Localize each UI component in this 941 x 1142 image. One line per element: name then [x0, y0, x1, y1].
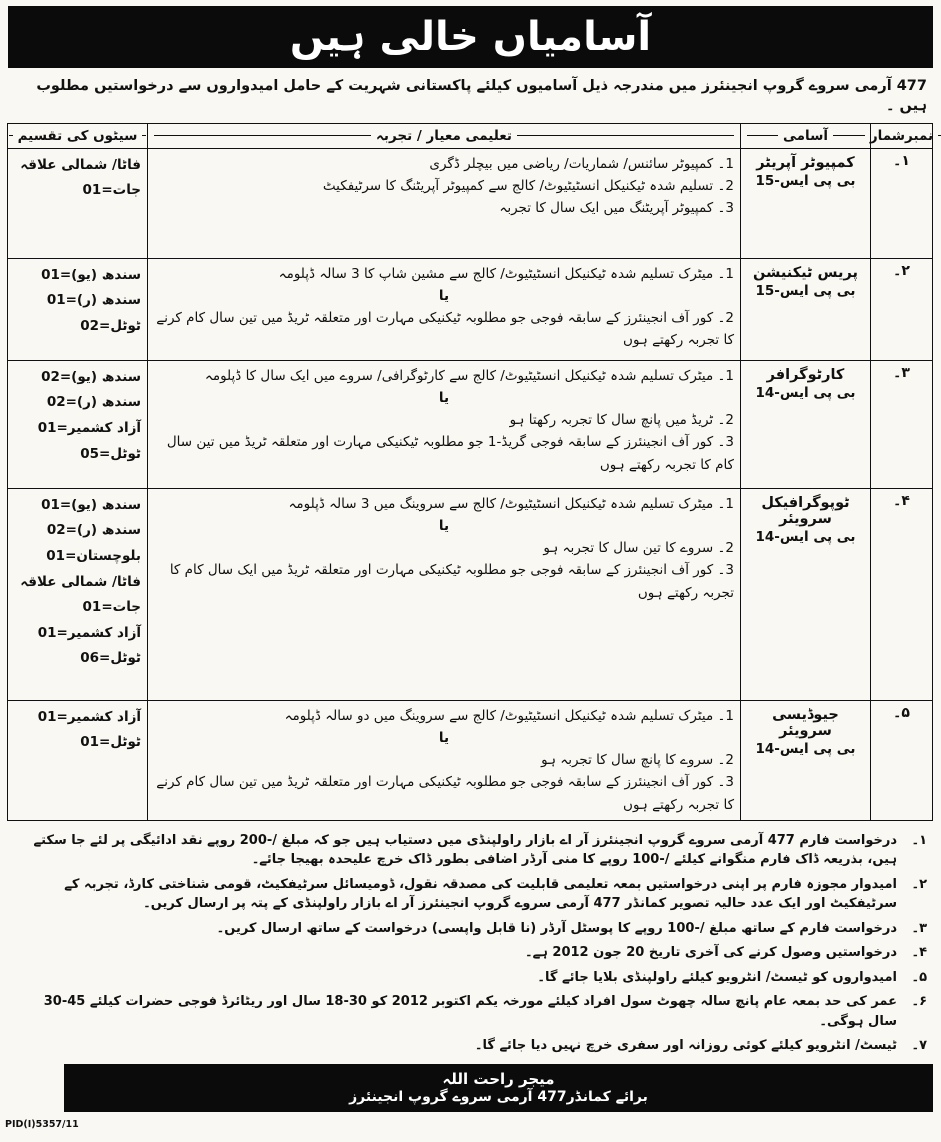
position-name: پریس ٹیکنیشن	[753, 264, 858, 281]
position-name: جیوڈیسی سرویئر	[772, 706, 839, 739]
note-text: درخواستیں وصول کرنے کی آخری تاریخ 20 جون 2012 ہے۔	[525, 945, 897, 961]
notes-list	[14, 831, 927, 1056]
header-row	[8, 123, 933, 148]
position-grade: بی پی ایس-14	[755, 740, 856, 757]
note-text: ٹیسٹ/ انٹرویو کیلئے کوئی روزانہ اور سفری خرچ نہیں دیا جائے گا۔	[474, 1038, 897, 1054]
row-serial: ۴۔	[871, 488, 933, 700]
row-position-cell	[741, 700, 871, 820]
jobs-table-header	[8, 123, 933, 148]
row-serial: ۱۔	[871, 148, 933, 258]
qualification-line: 2۔ سروے کا تین سال کا تجربہ ہو	[543, 540, 734, 557]
position-grade: بی پی ایس-15	[755, 282, 856, 299]
qualification-or-separator: یا	[438, 517, 450, 534]
seat-allocation-line: سندھ (ر)=01	[46, 292, 141, 309]
seat-allocation-line: سندھ (یو)=02	[41, 368, 141, 385]
position-grade: بی پی ایس-14	[755, 384, 856, 401]
table-row	[8, 488, 933, 700]
title-banner	[8, 6, 933, 68]
signatory-name: میجر راحت اللہ	[442, 1070, 555, 1089]
seat-allocation-line: آزاد کشمیر=01	[37, 624, 141, 641]
table-row	[8, 360, 933, 488]
row-qualification-cell	[148, 700, 741, 820]
position-name: ٹوپوگرافیکل سرویئر	[761, 494, 850, 527]
row-qualification-cell	[148, 148, 741, 258]
row-qualification-cell	[148, 360, 741, 488]
seat-allocation-line: ٹوٹل=05	[80, 445, 141, 462]
note-number: ۵۔	[911, 969, 927, 985]
seat-allocation-line: آزاد کشمیر=01	[37, 708, 141, 725]
note-number: ۲۔	[911, 876, 927, 892]
row-position-cell	[741, 148, 871, 258]
row-position-cell	[741, 258, 871, 360]
page-title: آسامیاں خالی ہیں	[289, 14, 652, 60]
col-header-seats	[8, 123, 148, 148]
row-seats-cell	[8, 700, 148, 820]
note-text: امیدواروں کو ٹیسٹ/ انٹرویو کیلئے راولپنڈی بلایا جائے گا۔	[537, 969, 897, 985]
seat-allocation-line: سندھ (یو)=01	[41, 266, 141, 283]
row-seats-cell	[8, 488, 148, 700]
note-item	[14, 875, 927, 914]
note-text: درخواست فارم 477 آرمی سروے گروپ انجینئرز آر اے بازار راولپنڈی میں دستیاب ہیں جو کہ مبلغ /-200 روپے نقد ادائیگی پر لئے جا سکتے ہیں، بذریعہ ڈاک فارم منگوانے کیلئے /-100 روپے کا منی آرڈر اضافی بطور ڈاک خرچ علیحدہ بھیجا جائے۔	[33, 832, 897, 868]
note-item	[14, 992, 927, 1031]
table-row	[8, 148, 933, 258]
qualification-or-separator: یا	[438, 389, 450, 406]
note-number: ۴۔	[911, 945, 927, 961]
qualification-line: 3۔ کمپیوٹر آپریٹنگ میں ایک سال کا تجربہ	[499, 200, 734, 217]
col-header-seats-label: سیٹوں کی تقسیم	[14, 128, 141, 144]
note-item	[14, 1036, 927, 1056]
note-item	[14, 919, 927, 939]
note-number: ۳۔	[911, 920, 927, 936]
qualification-line: 1۔ میٹرک تسلیم شدہ ٹیکنیکل انسٹیٹیوٹ/ کالج سے سروینگ میں دو سالہ ڈپلومہ	[284, 707, 734, 724]
col-header-serial-label: نمبرشمار	[869, 127, 934, 144]
seat-allocation-line: فاٹا/ شمالی علاقہ	[20, 573, 141, 590]
row-seats-cell	[8, 148, 148, 258]
position-grade: بی پی ایس-14	[755, 528, 856, 545]
row-serial: ۵۔	[871, 700, 933, 820]
col-header-serial	[871, 123, 933, 148]
seat-allocation-line: سندھ (ر)=02	[46, 522, 141, 539]
row-serial: ۳۔	[871, 360, 933, 488]
qualification-line: 2۔ سروے کا پانچ سال کا تجربہ ہو	[541, 752, 734, 769]
note-item	[14, 968, 927, 988]
jobs-table-body	[8, 148, 933, 820]
qualification-line: 3۔ کور آف انجینئرز کے سابقہ فوجی گریڈ-1 جو مطلوبہ ٹیکنیکی مہارت اور متعلقہ ٹریڈ میں تین سال کام کا تجربہ رکھتے ہوں	[166, 434, 734, 473]
note-number: ۶۔	[911, 994, 927, 1010]
qualification-line: 2۔ تسلیم شدہ ٹیکنیکل انسٹیٹیوٹ/ کالج سے کمپیوٹر آپریٹنگ کا سرٹیفکیٹ	[322, 177, 734, 194]
seat-allocation-line: جات=01	[82, 599, 141, 616]
seat-allocation-line: جات=01	[82, 182, 141, 199]
col-header-qualification	[148, 123, 741, 148]
qualification-line: 1۔ میٹرک تسلیم شدہ ٹیکنیکل انسٹیٹیوٹ/ کالج سے سروینگ میں 3 سالہ ڈپلومہ	[288, 495, 734, 512]
table-row	[8, 258, 933, 360]
col-header-position-label: آسامی	[747, 128, 864, 144]
col-header-qualification-label: تعلیمی معیار / تجربہ	[154, 128, 734, 144]
row-serial: ۲۔	[871, 258, 933, 360]
seat-allocation-line: سندھ (ر)=02	[46, 394, 141, 411]
seat-allocation-line: آزاد کشمیر=01	[37, 419, 141, 436]
seat-allocation-line: سندھ (یو)=01	[41, 496, 141, 513]
position-grade: بی پی ایس-15	[755, 172, 856, 189]
note-text: امیدوار مجوزہ فارم پر اپنی درخواستیں بمعہ تعلیمی قابلیت کی مصدقہ نقول، ڈومیسائل سرٹیفکیٹ، قومی شناختی کارڈ، تجربہ کے سرٹیفکیٹ اور ایک عدد حالیہ تصویر کمانڈر 477 آرمی سروے گروپ انجینئرز آر اے بازار راولپنڈی کے پتہ پر ارسال کریں۔	[64, 876, 897, 912]
table-row	[8, 700, 933, 820]
qualification-or-separator: یا	[438, 729, 450, 746]
row-position-cell	[741, 360, 871, 488]
seat-allocation-line: ٹوٹل=01	[80, 734, 141, 751]
note-text: درخواست فارم کے ساتھ مبلغ /-100 روپے کا پوسٹل آرڈر (نا قابل واپسی) درخواست کے ساتھ ارسال کریں۔	[216, 920, 897, 936]
col-header-position	[741, 123, 871, 148]
qualification-line: 1۔ میٹرک تسلیم شدہ ٹیکنیکل انسٹیٹیوٹ/ کالج سے مشین شاپ کا 3 سالہ ڈپلومہ	[278, 265, 734, 282]
qualification-line: 3۔ کور آف انجینئرز کے سابقہ فوجی جو مطلوبہ ٹیکنیکی مہارت اور متعلقہ ٹریڈ میں تین سال کام کرنے کا تجربہ رکھتے ہوں	[156, 774, 734, 813]
row-seats-cell	[8, 360, 148, 488]
qualification-line: 2۔ ٹریڈ میں پانچ سال کا تجربہ رکھتا ہو	[509, 412, 734, 429]
footer-banner	[64, 1064, 933, 1112]
seat-allocation-line: ٹوٹل=06	[80, 650, 141, 667]
row-position-cell	[741, 488, 871, 700]
seat-allocation-line: فاٹا/ شمالی علاقہ	[20, 156, 141, 173]
note-number: ۷۔	[911, 1038, 927, 1054]
note-text: عمر کی حد بمعہ عام پانچ سالہ چھوٹ سول افراد کیلئے مورخہ یکم اکتوبر 2012 کو 30-18 سال اور ریٹائرڈ فوجی حضرات کیلئے 45-30 سال ہوگی۔	[43, 994, 897, 1029]
qualification-line: 3۔ کور آف انجینئرز کے سابقہ فوجی جو مطلوبہ ٹیکنیکی مہارت اور متعلقہ ٹریڈ میں ایک سال کام کا تجربہ رکھتے ہوں	[169, 562, 734, 601]
row-qualification-cell	[148, 488, 741, 700]
qualification-line: 1۔ میٹرک تسلیم شدہ ٹیکنیکل انسٹیٹیوٹ/ کالج سے کارٹوگرافی/ سروے میں ایک سال کا ڈپلومہ	[204, 367, 734, 384]
position-name: کمپیوٹر آپریٹر	[756, 154, 855, 171]
row-qualification-cell	[148, 258, 741, 360]
note-item	[14, 831, 927, 870]
qualification-or-separator: یا	[438, 287, 450, 304]
pid-code: PID(I)5357/11	[5, 1119, 79, 1130]
position-name: کارٹوگرافر	[766, 366, 845, 383]
intro-text: 477 آرمی سروے گروپ انجینئرز میں مندرجہ ذیل آسامیوں کیلئے پاکستانی شہریت کے حامل امیدواروں سے درخواستیں مطلوب ہیں ۔	[36, 78, 927, 115]
signatory-title: برائے کمانڈر477 آرمی سروے گروپ انجینئرز	[349, 1089, 648, 1106]
note-item	[14, 943, 927, 963]
jobs-table	[7, 123, 933, 821]
row-seats-cell	[8, 258, 148, 360]
qualification-line: 2۔ کور آف انجینئرز کے سابقہ فوجی جو مطلوبہ ٹیکنیکی مہارت اور متعلقہ ٹریڈ میں تین سال کام کرنے کا تجربہ رکھتے ہوں	[156, 310, 734, 349]
seat-allocation-line: بلوچستان=01	[46, 547, 141, 564]
note-number: ۱۔	[911, 832, 927, 848]
qualification-line: 1۔ کمپیوٹر سائنس/ شماریات/ ریاضی میں بیچلر ڈگری	[429, 155, 734, 172]
seat-allocation-line: ٹوٹل=02	[80, 317, 141, 334]
